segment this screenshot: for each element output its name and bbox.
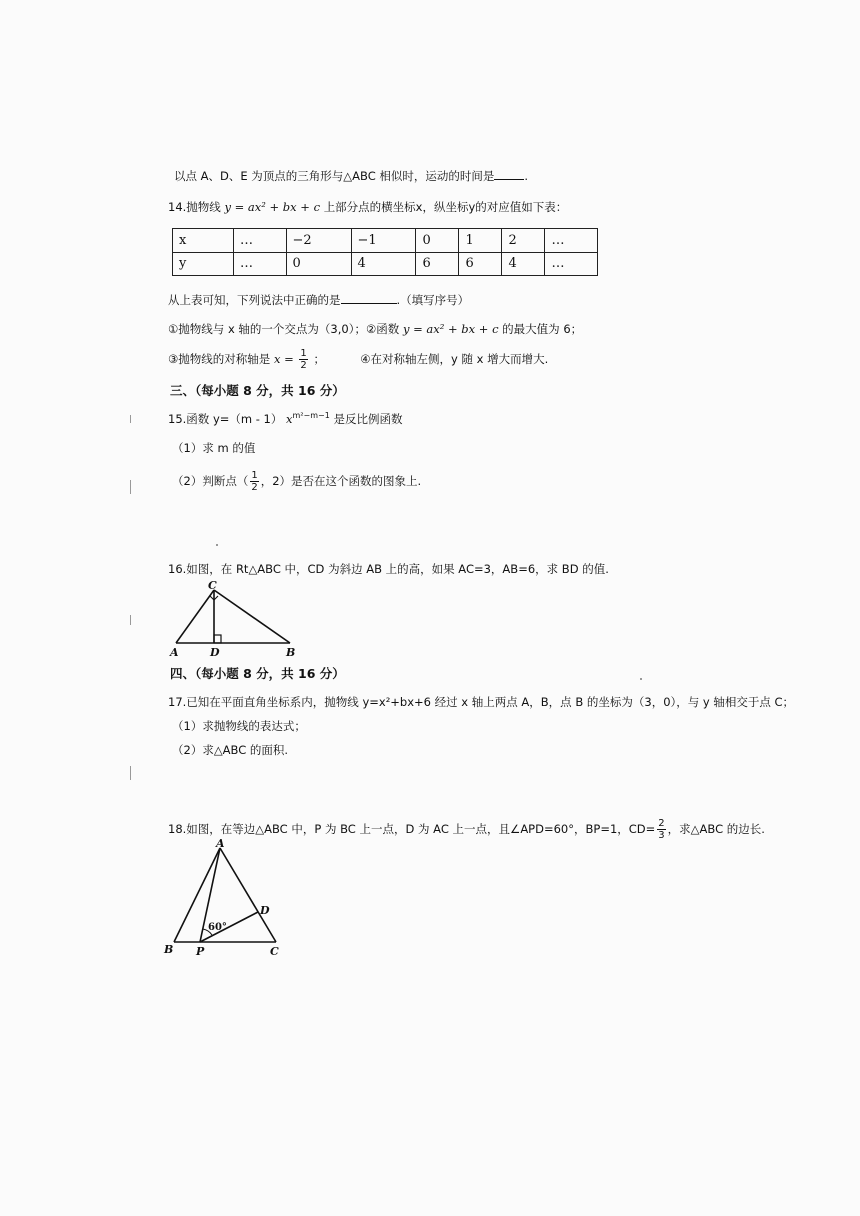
q14-option1-end: 的最大值为 6；: [502, 322, 583, 336]
vertex-label-c: C: [270, 945, 279, 958]
q14-option1-equation: y = ax² + bx + c: [402, 322, 499, 336]
scan-speck: [216, 544, 218, 546]
table-cell: −1: [351, 229, 416, 253]
q15-title-text: 15.函数 y=（m - 1）: [168, 412, 283, 426]
fraction-denominator: 2: [251, 482, 258, 493]
table-cell: 1: [459, 229, 502, 253]
q18-equilateral-triangle-diagram: [160, 838, 300, 968]
q15-part2: [172, 470, 421, 493]
q13-end: .: [524, 169, 529, 183]
fraction-numerator: 1: [251, 470, 258, 481]
q18-text-body: 18.如图，在等边△ABC 中，P 为 BC 上一点，D 为 AC 上一点，且∠APD=60°，BP=1，CD=: [168, 822, 656, 836]
q18-fraction: [657, 818, 665, 841]
vertex-label-c: C: [208, 579, 217, 592]
vertex-label-p: P: [196, 945, 205, 958]
q14-option3-fraction: [299, 348, 307, 371]
vertex-label-b: B: [286, 646, 296, 659]
q14-equation: y = ax² + bx + c: [224, 200, 321, 214]
q15-part2-text: （2）判断点（: [172, 474, 249, 488]
q14-option4-text: ④在对称轴左侧，y 随 x 增大而增大.: [360, 352, 549, 366]
table-cell: 0: [286, 252, 351, 276]
scan-speck: [640, 678, 642, 680]
scan-speck: [130, 415, 131, 423]
table-cell: …: [545, 229, 598, 253]
q17-text: 17.已知在平面直角坐标系内，抛物线 y=x²+bx+6 经过 x 轴上两点 A，B，点 B 的坐标为（3，0），与 y 轴相交于点 C；: [168, 695, 795, 709]
table-cell: 4: [351, 252, 416, 276]
section-3-heading: 三、（每小题 8 分，共 16 分）: [170, 383, 345, 398]
q14-option1-text: ①抛物线与 x 轴的一个交点为（3,0）；②函数: [168, 322, 400, 336]
vertex-label-d: D: [260, 904, 270, 917]
q14-option-3-4: [168, 348, 548, 371]
table-cell: …: [545, 252, 598, 276]
fraction-numerator: 2: [658, 818, 665, 829]
scan-speck: [130, 615, 131, 625]
q15-part1: （1）求 m 的值: [172, 441, 256, 455]
q14-prompt-end: .（填写序号）: [396, 293, 470, 307]
q15-title-end: 是反比例函数: [333, 412, 403, 426]
q15-base: x: [286, 412, 293, 426]
q14-text: 上部分点的横坐标x，纵坐标y的对应值如下表：: [323, 200, 568, 214]
scan-speck: [130, 480, 131, 494]
table-cell: …: [234, 252, 287, 276]
table-cell: 4: [502, 252, 545, 276]
q14-option-1-2: [168, 321, 582, 337]
table-cell: 6: [416, 252, 459, 276]
q15-exponent: m²−m−1: [292, 411, 330, 421]
q15-part2-end: ，2）是否在这个函数的图象上.: [260, 474, 422, 488]
q14-title: [168, 199, 567, 215]
table-row: [173, 229, 598, 253]
q14-answer-blank: [341, 303, 397, 304]
fraction-denominator: 2: [300, 360, 307, 371]
q16-triangle-diagram: [168, 580, 308, 660]
section-4-heading: 四、（每小题 8 分，共 16 分）: [170, 666, 345, 681]
table-cell: −2: [286, 229, 351, 253]
q14-prefix: 14.抛物线: [168, 200, 221, 214]
table-cell: …: [234, 229, 287, 253]
q14-option3-equation: x =: [273, 352, 294, 366]
vertex-label-d: D: [210, 646, 220, 659]
q14-prompt: [168, 292, 469, 308]
q13-text: [174, 168, 528, 184]
q18-text-end: ，求△ABC 的边长.: [667, 822, 765, 836]
table-cell: 2: [502, 229, 545, 253]
table-cell: y: [173, 252, 234, 276]
q14-prompt-text: 从上表可知，下列说法中正确的是: [168, 293, 341, 307]
q14-option3-end: ；: [313, 352, 325, 366]
fraction-denominator: 3: [658, 830, 665, 841]
angle-label: 60°: [208, 922, 227, 933]
q14-value-table: [172, 228, 598, 276]
q13-answer-blank: [494, 179, 524, 180]
q13-text-body: 以点 A、D、E 为顶点的三角形与△ABC 相似时，运动的时间是: [174, 169, 495, 183]
vertex-label-a: A: [170, 646, 179, 659]
vertex-label-a: A: [216, 837, 225, 850]
table-cell: 0: [416, 229, 459, 253]
fraction-numerator: 1: [300, 348, 307, 359]
table-row: [173, 252, 598, 276]
q16-text: 16.如图，在 Rt△ABC 中，CD 为斜边 AB 上的高，如果 AC=3，AB=6，求 BD 的值.: [168, 562, 609, 576]
q14-option3-text: ③抛物线的对称轴是: [168, 352, 271, 366]
vertex-label-b: B: [164, 943, 174, 956]
q15-title: [168, 411, 402, 427]
table-cell: x: [173, 229, 234, 253]
scan-speck: [130, 766, 131, 780]
q17-part2: （2）求△ABC 的面积.: [172, 743, 289, 757]
q15-fraction: [250, 470, 258, 493]
table-cell: 6: [459, 252, 502, 276]
q17-part1: （1）求抛物线的表达式；: [172, 719, 306, 733]
